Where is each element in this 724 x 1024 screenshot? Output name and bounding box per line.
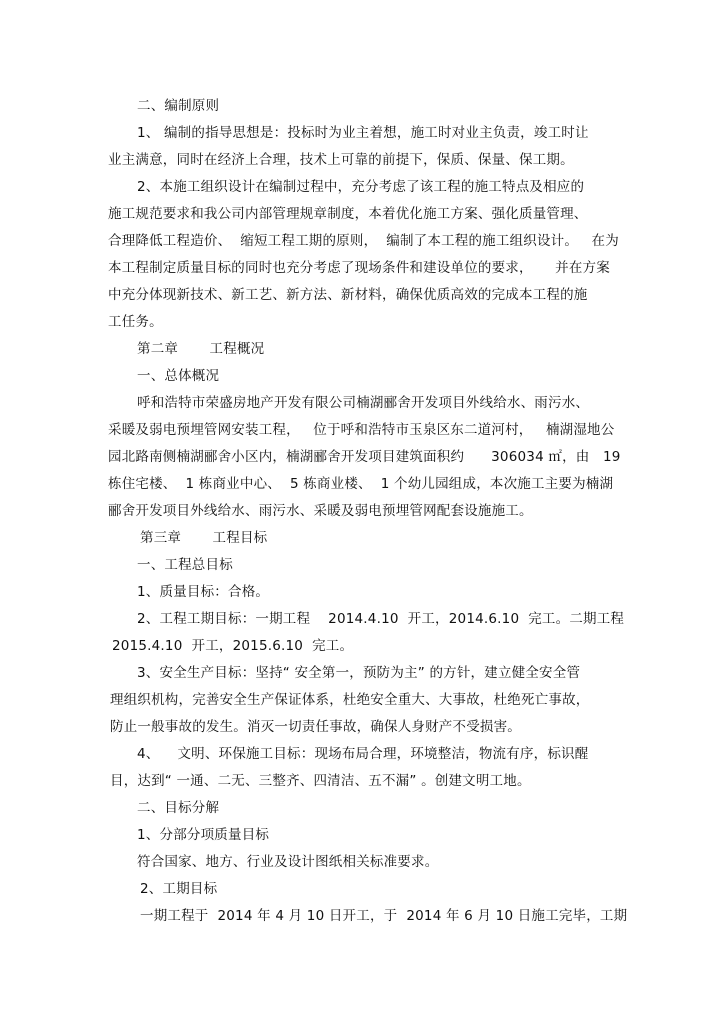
paragraph-line: 一期工程于 2014 年 4 月 10 日开工，于 2014 年 6 月 10 日施工完毕，工期 <box>140 908 628 924</box>
paragraph-line: 2、工程工期目标：一期工程 2014.4.10 开工，2014.6.10 完工。二期工程 <box>137 611 625 627</box>
paragraph-line: 1、质量目标：合格。 <box>137 584 270 600</box>
paragraph-line: 1、 编制的指导思想是：投标时为业主着想，施工时对业主负责，竣工时让 <box>137 125 589 141</box>
paragraph-line: 理组织机构，完善安全生产保证体系，杜绝安全重大、大事故，杜绝死亡事故， <box>110 692 590 708</box>
section-heading: 一、总体概况 <box>137 368 220 384</box>
section-heading: 二、目标分解 <box>137 800 220 816</box>
paragraph-line: 2、本施工组织设计在编制过程中，充分考虑了该工程的施工特点及相应的 <box>137 179 585 195</box>
paragraph-line: 目，达到“ 一通、二无、三整齐、四清洁、五不漏” 。创建文明工地。 <box>110 773 531 789</box>
paragraph-line: 1、分部分项质量目标 <box>137 827 270 843</box>
paragraph-line: 施工规范要求和我公司内部管理规章制度，本着优化施工方案、强化质量管理、 <box>108 206 588 222</box>
chapter-heading: 第二章 工程概况 <box>137 341 265 357</box>
section-heading: 一、工程总目标 <box>137 557 233 573</box>
paragraph-line: 采暖及弱电预埋管网安装工程， 位于呼和浩特市玉泉区东二道河村， 楠湖湿地公 <box>108 422 615 438</box>
paragraph-line: 呼和浩特市荣盛房地产开发有限公司楠湖郦舍开发项目外线给水、雨污水、 <box>137 395 590 411</box>
paragraph-line: 栋住宅楼、 1 栋商业中心、 5 栋商业楼、 1 个幼儿园组成，本次施工主要为楠湖 <box>108 476 614 492</box>
chapter-heading: 第三章 工程目标 <box>140 530 268 546</box>
paragraph-line: 2015.4.10 开工，2015.6.10 完工。 <box>112 638 354 654</box>
section-heading: 二、编制原则 <box>137 98 220 114</box>
paragraph-line: 本工程制定质量目标的同时也充分考虑了现场条件和建设单位的要求， 并在方案 <box>108 260 610 276</box>
paragraph-line: 业主满意，同时在经济上合理，技术上可靠的前提下，保质、保量、保工期。 <box>108 152 574 168</box>
paragraph-line: 4、 文明、环保施工目标：现场布局合理，环境整洁，物流有序，标识醒 <box>137 746 589 762</box>
paragraph-line: 工任务。 <box>108 314 163 330</box>
paragraph-line: 中充分体现新技术、新工艺、新方法、新材料，确保优质高效的完成本工程的施 <box>108 287 588 303</box>
paragraph-line: 园北路南侧楠湖郦舍小区内，楠湖郦舍开发项目建筑面积约 306034 ㎡，由 19 <box>108 449 621 465</box>
paragraph-line: 防止一般事故的发生。消灭一切责任事故，确保人身财产不受损害。 <box>110 719 521 735</box>
paragraph-line: 郦舍开发项目外线给水、雨污水、采暖及弱电预埋管网配套设施施工。 <box>108 503 533 519</box>
paragraph-line: 3、安全生产目标：坚持“ 安全第一，预防为主” 的方针，建立健全安全管 <box>137 665 581 681</box>
paragraph-line: 2、工期目标 <box>140 881 218 897</box>
paragraph-line: 合理降低工程造价、 缩短工程工期的原则， 编制了本工程的施工组织设计。 在为 <box>108 233 619 249</box>
paragraph-line: 符合国家、地方、行业及设计图纸相关标准要求。 <box>137 854 439 870</box>
